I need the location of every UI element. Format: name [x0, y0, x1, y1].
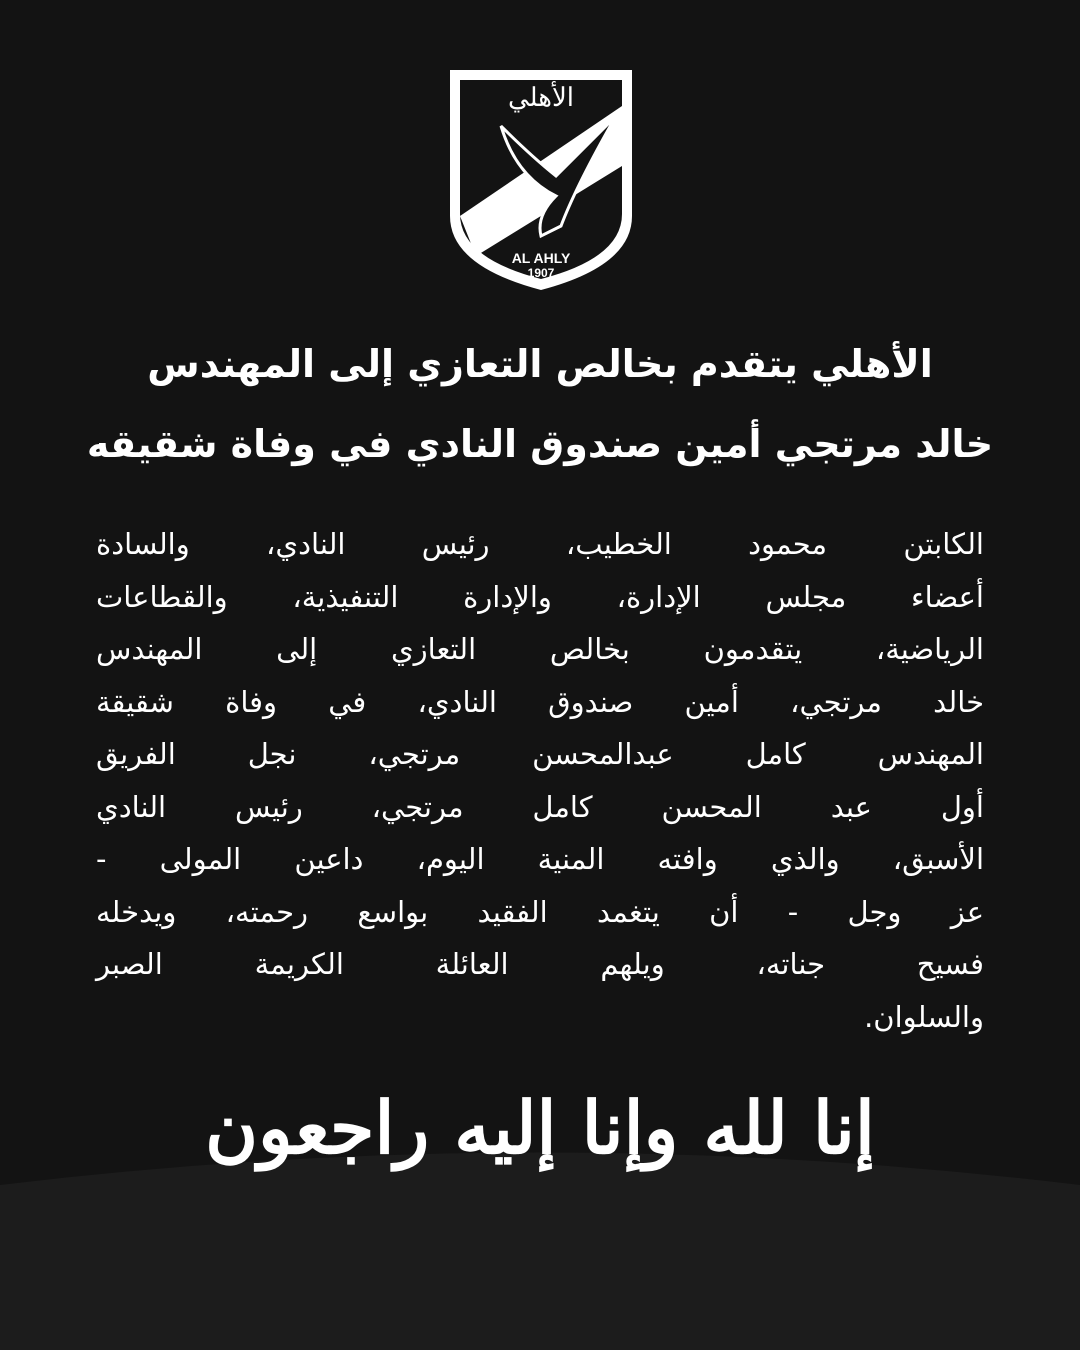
condolence-body — [96, 518, 984, 1043]
headline-line-1: الأهلي يتقدم بخالص التعازي إلى المهندس — [147, 342, 933, 386]
body-line: أعضاء مجلس الإدارة، والإدارة التنفيذية، والقطاعات — [96, 579, 984, 614]
body-line: الرياضية، يتقدمون بخالص التعازي إلى المهندس — [96, 632, 984, 666]
body-line: المهندس كامل عبدالمحسن مرتجي، نجل الفريق — [96, 737, 984, 771]
body-line: الكابتن محمود الخطيب، رئيس النادي، والسادة — [96, 527, 984, 561]
logo-latin-name: AL AHLY — [511, 250, 571, 266]
body-line: والسلوان. — [864, 999, 984, 1034]
al-ahly-logo — [446, 66, 636, 294]
calligraphy-verse: إنا لله وإنا إليه راجعون — [205, 1085, 875, 1170]
body-line: الأسبق، والذي وافته المنية اليوم، داعين المولى - — [96, 842, 984, 876]
body-line: أول عبد المحسن كامل مرتجي، رئيس النادي — [96, 789, 984, 824]
body-line: فسيح جناته، ويلهم العائلة الكريمة الصبر — [96, 947, 984, 981]
headline-line-2: خالد مرتجي أمين صندوق النادي في وفاة شقيقه — [86, 422, 994, 466]
body-line: عز وجل - أن يتغمد الفقيد بواسع رحمته، ويدخله — [96, 894, 984, 929]
logo-year: 1907 — [527, 266, 555, 280]
body-line: خالد مرتجي، أمين صندوق النادي، في وفاة شقيقة — [96, 684, 984, 719]
logo-arabic-name: الأهلي — [507, 83, 575, 113]
